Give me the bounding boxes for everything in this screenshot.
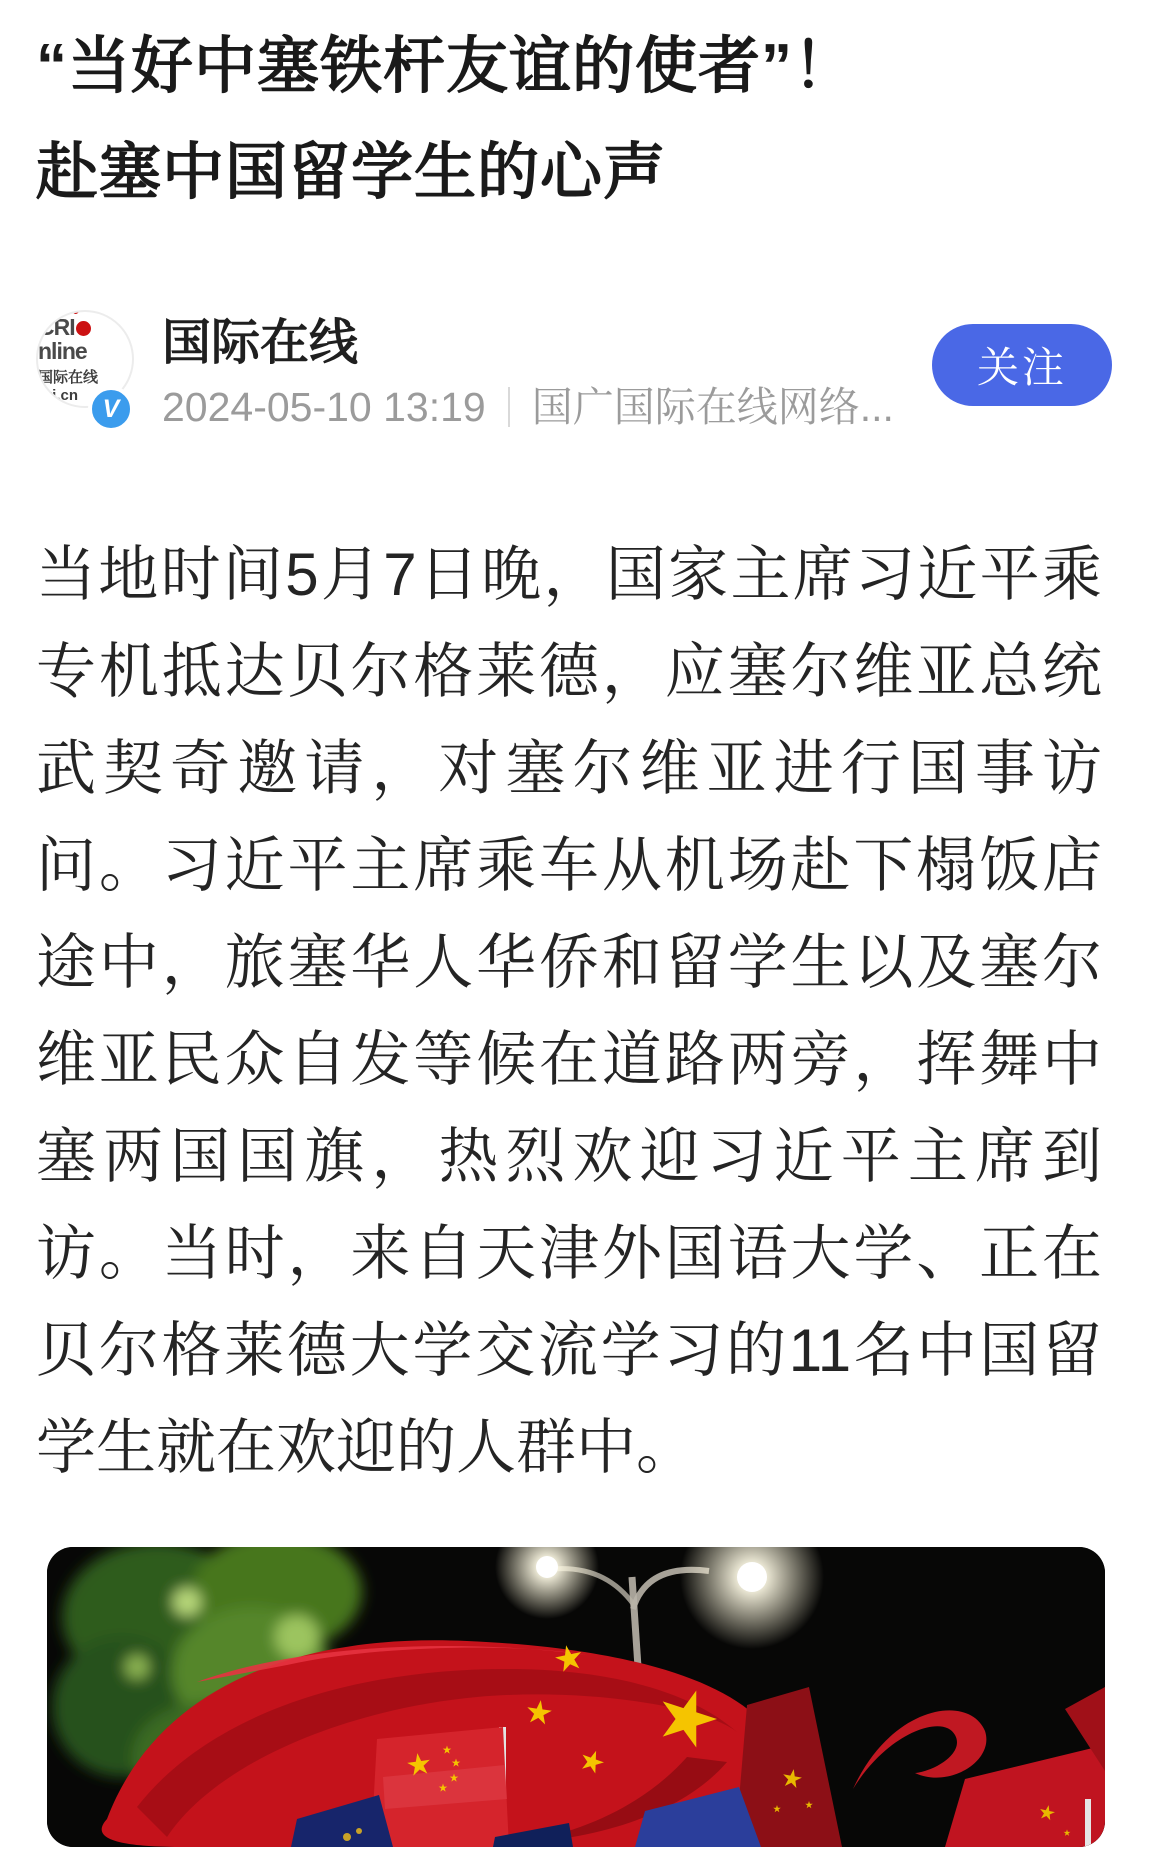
publisher-avatar[interactable] bbox=[36, 310, 134, 423]
follow-button[interactable]: 关注 bbox=[932, 324, 1112, 406]
publisher-name[interactable]: 国际在线 bbox=[162, 316, 359, 370]
publisher-meta bbox=[162, 382, 894, 432]
publisher-header bbox=[0, 310, 1152, 432]
logo-dot-icon bbox=[72, 310, 79, 314]
cri-online-logo bbox=[38, 315, 132, 363]
article-paragraph: 当地时间5月7日晚，国家主席习近平乘专机抵达贝尔格莱德，应塞尔维亚总统武契奇邀请，对塞尔维亚进行国事访问。习近平主席乘车从机场赴下榻饭店途中，旅塞华人华侨和留学生以及塞尔维亚民众自发等候在道路两旁，挥舞中塞两国国旗，热烈欢迎习近平主席到访。当时，来自天津外国语大学、正在贝尔格莱德大学交流学习的11名中国留学生就在欢迎的人群中。 bbox=[36, 541, 1102, 1481]
logo-cri-text: CRI bbox=[38, 313, 75, 340]
logo-dot-icon bbox=[95, 310, 101, 312]
article-photo[interactable] bbox=[47, 1547, 1105, 1847]
publisher-source: 国广国际在线网络... bbox=[531, 384, 894, 430]
publisher-info bbox=[162, 310, 894, 432]
article-title-line1: “当好中塞铁杆友谊的使者”！ bbox=[36, 32, 857, 101]
logo-subtext: 国际在线 cri.cn bbox=[38, 368, 99, 404]
logo-dot-icon bbox=[82, 310, 91, 312]
photo-china-flag-small bbox=[371, 1727, 509, 1847]
publish-date: 2024-05-10 13:19 bbox=[162, 384, 486, 430]
verified-badge-icon: V bbox=[88, 386, 134, 432]
logo-red-dot-icon bbox=[76, 321, 91, 336]
meta-divider bbox=[508, 387, 510, 427]
article-title-line2: 赴塞中国留学生的心声 bbox=[36, 138, 667, 207]
article-title bbox=[0, 0, 1152, 226]
logo-online-text: nline bbox=[38, 337, 87, 364]
photo-illustration bbox=[47, 1547, 1105, 1847]
